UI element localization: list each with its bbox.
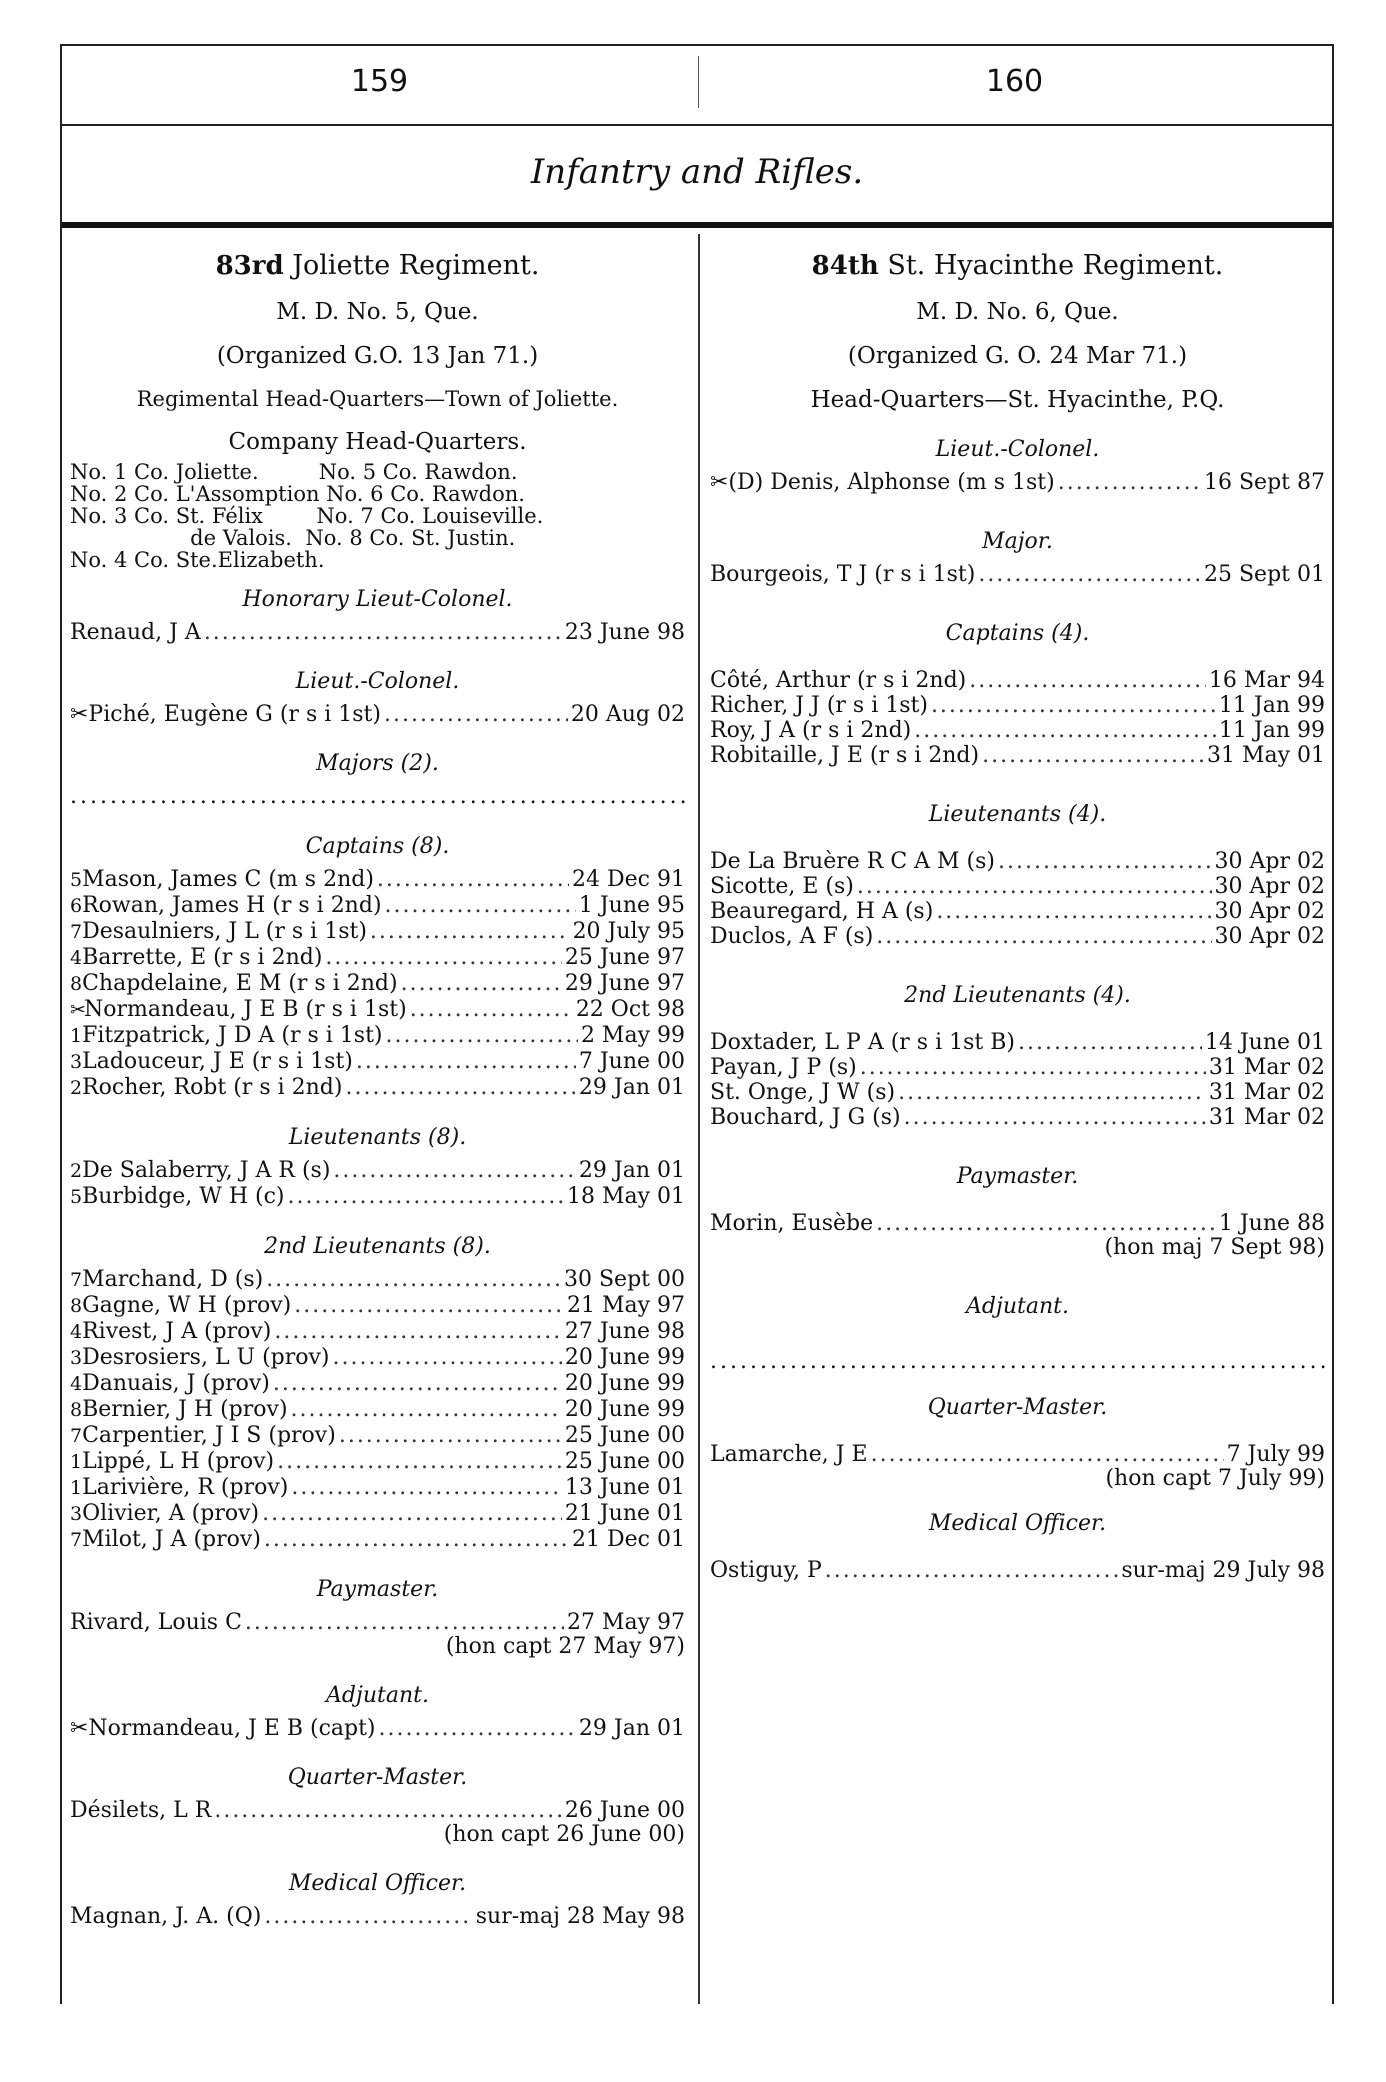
list-item — [710, 924, 1325, 949]
leader-dots — [898, 1080, 1206, 1105]
entry-date: 30 Apr 02 — [1214, 874, 1325, 899]
company-number: 7 — [70, 1425, 83, 1447]
entry-name: Bernier, J H (prov) — [82, 1397, 288, 1422]
list-item — [70, 1049, 685, 1075]
list-item — [70, 1798, 685, 1823]
entry-date: 30 Apr 02 — [1214, 899, 1325, 924]
list-item — [710, 668, 1325, 693]
leader-dots — [274, 1319, 561, 1344]
leader-dots — [825, 1558, 1119, 1583]
entry-date: 14 June 01 — [1204, 1030, 1325, 1055]
entry-date: 23 June 98 — [564, 620, 685, 645]
entry-date: 25 June 00 — [564, 1423, 685, 1448]
entry-name: Lamarche, J E — [710, 1442, 868, 1467]
entry-date: 25 June 97 — [564, 945, 685, 970]
entry-name: De Salaberry, J A R (s) — [82, 1158, 331, 1183]
company-number: 8 — [70, 973, 83, 995]
company-hq-title: Company Head-Quarters. — [228, 429, 527, 455]
organized-note: (Organized G.O. 13 Jan 71.) — [216, 343, 539, 369]
lieutenants-title: Lieutenants (4). — [928, 802, 1107, 827]
list-item — [70, 867, 685, 893]
leader-dots — [339, 1423, 562, 1448]
entry-name: Mason, James C (m s 2nd) — [82, 867, 374, 892]
entry-date: 13 June 01 — [564, 1475, 685, 1500]
list-item — [710, 1055, 1325, 1080]
company-number: 7 — [70, 921, 83, 943]
entry-date: 25 Sept 01 — [1204, 562, 1325, 587]
headquarters: Regimental Head-Quarters—Town of Joliette. — [136, 387, 619, 411]
honorary-note: (hon capt 27 May 97) — [445, 1634, 685, 1659]
majors-title: Majors (2). — [316, 751, 439, 776]
leader-dots — [860, 1055, 1206, 1080]
entry-date: sur-maj 29 July 98 — [1121, 1558, 1325, 1583]
company-number: 3 — [70, 1347, 83, 1369]
list-item — [70, 1371, 685, 1397]
entry-name: Lippé, L H (prov) — [82, 1449, 275, 1474]
entry-name: Richer, J J (r s i 1st) — [710, 693, 928, 718]
paymaster-title: Paymaster. — [316, 1577, 439, 1602]
leader-dots — [1018, 1030, 1202, 1055]
entry-date: 11 Jan 99 — [1218, 718, 1325, 743]
entry-name: Ostiguy, P — [710, 1558, 822, 1583]
leader-dots — [294, 1293, 564, 1318]
leader-dots — [264, 1527, 569, 1552]
entry-date: 26 June 00 — [564, 1798, 685, 1823]
lc-title: Lieut.-Colonel. — [295, 669, 460, 694]
entry-name: Rowan, James H (r s i 2nd) — [82, 893, 382, 918]
entry-date: 21 May 97 — [566, 1293, 685, 1318]
entry-name: Roy, J A (r s i 2nd) — [710, 718, 912, 743]
headquarters: Head-Quarters—St. Hyacinthe, P.Q. — [810, 387, 1225, 413]
list-item — [710, 693, 1325, 718]
list-item — [70, 1345, 685, 1371]
entry-date: 25 June 00 — [564, 1449, 685, 1474]
entry-name: Fitzpatrick, J D A (r s i 1st) — [82, 1023, 383, 1048]
company-number: 8 — [70, 1399, 83, 1421]
company-number: 1 — [70, 1025, 83, 1047]
leader-dots — [876, 1211, 1216, 1236]
leader-dots — [291, 1397, 562, 1422]
vacant-line — [710, 1349, 1325, 1375]
entry-name: Renaud, J A — [70, 620, 201, 645]
page-number-left: 159 — [350, 64, 409, 99]
honorary-note: (hon capt 7 July 99) — [1105, 1466, 1325, 1491]
entry-name: ✂Piché, Eugène G (r s i 1st) — [70, 702, 381, 727]
list-item — [70, 1501, 685, 1527]
company-number: 3 — [70, 1051, 83, 1073]
leader-dots — [204, 620, 562, 645]
entry-date: 22 Oct 98 — [575, 997, 685, 1022]
adjutant-title: Adjutant. — [966, 1294, 1069, 1319]
leader-dots — [936, 899, 1211, 924]
entry-name: Doxtader, L P A (r s i 1st B) — [710, 1030, 1015, 1055]
leader-dots — [356, 1049, 576, 1074]
list-item — [710, 743, 1325, 768]
entry-name: Carpentier, J I S (prov) — [82, 1423, 336, 1448]
list-item — [70, 1184, 685, 1210]
leader-dots — [291, 1475, 561, 1500]
medical-officer-title: Medical Officer. — [928, 1511, 1107, 1536]
leader-dots — [410, 997, 573, 1022]
list-item — [710, 899, 1325, 924]
entry-date: 29 Jan 01 — [578, 1075, 685, 1100]
entry-name: Chapdelaine, E M (r s i 2nd) — [82, 971, 398, 996]
regiment-title — [710, 250, 1325, 281]
entry-date: 7 July 99 — [1226, 1442, 1325, 1467]
company-number: 2 — [70, 1077, 83, 1099]
leader-dots — [264, 1904, 472, 1929]
company-hq-line: No. 3 Co. St. Félix No. 7 Co. Louiseville. — [70, 504, 544, 528]
entry-date: 30 Apr 02 — [1214, 849, 1325, 874]
entry-name: Bouchard, J G (s) — [710, 1105, 901, 1130]
leader-dots — [998, 849, 1212, 874]
paymaster-title: Paymaster. — [956, 1164, 1079, 1189]
leader-dots — [857, 874, 1212, 899]
entry-name: Desaulniers, J L (r s i 1st) — [82, 919, 367, 944]
leader-dots — [277, 1449, 562, 1474]
leader-dots — [1058, 470, 1201, 495]
company-number: 5 — [70, 1186, 83, 1208]
list-item — [70, 1319, 685, 1345]
second-lieutenants-title: 2nd Lieutenants (4). — [904, 983, 1131, 1008]
entry-name: Magnan, J. A. (Q) — [70, 1904, 262, 1929]
entry-date: 7 June 00 — [578, 1049, 685, 1074]
leader-dots — [333, 1158, 575, 1183]
company-number: 7 — [70, 1269, 83, 1291]
company-number: 1 — [70, 1477, 83, 1499]
list-item — [710, 1442, 1325, 1467]
leader-dots — [266, 1267, 561, 1292]
entry-date: 20 June 99 — [564, 1345, 685, 1370]
leader-dots — [273, 1371, 562, 1396]
entry-date: 31 May 01 — [1206, 743, 1325, 768]
entry-name: Marchand, D (s) — [82, 1267, 264, 1292]
quartermaster-title: Quarter-Master. — [287, 1765, 468, 1790]
leader-dots — [377, 867, 569, 892]
list-item — [710, 874, 1325, 899]
list-item — [710, 1030, 1325, 1055]
leader-dots — [288, 1184, 564, 1209]
right-column — [710, 240, 1325, 1583]
leader-dots — [982, 743, 1204, 768]
entry-name: Robitaille, J E (r s i 2nd) — [710, 743, 980, 768]
entry-name: Duclos, A F (s) — [710, 924, 874, 949]
leader-dots — [333, 1345, 562, 1370]
leader-dots — [245, 1610, 564, 1635]
column-divider — [698, 234, 700, 2004]
entry-date: 29 Jan 01 — [578, 1716, 685, 1741]
list-item — [70, 1423, 685, 1449]
entry-date: 20 July 95 — [572, 919, 685, 944]
entry-date: 11 Jan 99 — [1218, 693, 1325, 718]
leader-dots — [969, 668, 1206, 693]
left-column — [70, 240, 685, 1929]
lieutenants-list — [70, 1158, 685, 1210]
military-district: M. D. No. 5, Que. — [276, 299, 479, 325]
entry-date: 30 Sept 00 — [564, 1267, 685, 1292]
entry-date: 24 Dec 91 — [572, 867, 685, 892]
entry-date: 18 May 01 — [566, 1184, 685, 1209]
entry-date: 31 Mar 02 — [1208, 1080, 1325, 1105]
leader-dots — [384, 702, 568, 727]
leader-dots — [401, 971, 562, 996]
leader-dots — [345, 1075, 575, 1100]
regiment-title — [70, 250, 685, 281]
list-item — [710, 1080, 1325, 1105]
entry-name: Désilets, L R — [70, 1798, 212, 1823]
leader-dots — [214, 1798, 562, 1823]
company-number: 3 — [70, 1503, 83, 1525]
captains-list — [70, 867, 685, 1101]
page-number-right: 160 — [985, 64, 1044, 99]
entry-name: ✂(D) Denis, Alphonse (m s 1st) — [710, 470, 1055, 495]
entry-name: Olivier, A (prov) — [82, 1501, 260, 1526]
entry-name: Sicotte, E (s) — [710, 874, 854, 899]
company-hq-line: No. 4 Co. Ste.Elizabeth. — [70, 548, 325, 572]
heavy-rule — [62, 222, 1332, 228]
entry-date: sur-maj 28 May 98 — [475, 1904, 685, 1929]
leader-dots — [931, 693, 1216, 718]
company-number: 6 — [70, 895, 83, 917]
list-item — [710, 562, 1325, 587]
quartermaster-title: Quarter-Master. — [927, 1395, 1108, 1420]
entry-date: 31 Mar 02 — [1208, 1105, 1325, 1130]
entry-date: 1 June 95 — [578, 893, 685, 918]
entry-date: 27 May 97 — [566, 1610, 685, 1635]
list-item — [70, 1397, 685, 1423]
military-district: M. D. No. 6, Que. — [916, 299, 1119, 325]
list-item — [70, 1904, 685, 1929]
honorary-note: (hon capt 26 June 00) — [443, 1822, 685, 1847]
second-lieutenants-list — [70, 1267, 685, 1553]
entry-name: Bourgeois, T J (r s i 1st) — [710, 562, 976, 587]
entry-date: 20 Aug 02 — [570, 702, 685, 727]
leader-dots — [379, 1716, 576, 1741]
list-item — [70, 1075, 685, 1101]
list-item — [70, 1023, 685, 1049]
company-hq-line: de Valois. No. 8 Co. St. Justin. — [70, 526, 516, 550]
list-item — [710, 718, 1325, 743]
major-title: Major. — [982, 529, 1053, 554]
list-item — [70, 893, 685, 919]
entry-date: 1 June 88 — [1218, 1211, 1325, 1236]
entry-date: 2 May 99 — [580, 1023, 685, 1048]
section-title: Infantry and Rifles. — [530, 152, 864, 192]
list-item — [70, 702, 685, 727]
entry-name: Burbidge, W H (c) — [82, 1184, 285, 1209]
captains-list — [710, 668, 1325, 768]
company-hq-line: No. 1 Co. Joliette. No. 5 Co. Rawdon. — [70, 460, 518, 484]
list-item — [70, 997, 685, 1023]
entry-date: 20 June 99 — [564, 1397, 685, 1422]
leader-dots — [325, 945, 561, 970]
entry-name: Barrette, E (r s i 2nd) — [82, 945, 323, 970]
list-item — [70, 1158, 685, 1184]
list-item — [70, 1267, 685, 1293]
company-number: 1 — [70, 1451, 83, 1473]
entry-date: 21 June 01 — [564, 1501, 685, 1526]
entry-name: De La Bruère R C A M (s) — [710, 849, 996, 874]
entry-date: 27 June 98 — [564, 1319, 685, 1344]
company-number: 8 — [70, 1295, 83, 1317]
company-number: 4 — [70, 1373, 83, 1395]
regiment-number: 83rd — [215, 251, 284, 281]
regiment-number: 84th — [811, 251, 879, 281]
company-hq-line: No. 2 Co. L'Assomption No. 6 Co. Rawdon. — [70, 482, 525, 506]
list-item — [70, 919, 685, 945]
captains-title: Captains (8). — [305, 834, 450, 859]
entry-date: 21 Dec 01 — [572, 1527, 685, 1552]
hon-lc-title: Honorary Lieut-Colonel. — [242, 587, 513, 612]
list-item — [70, 1610, 685, 1635]
leader-dots — [914, 718, 1216, 743]
entry-date: 16 Mar 94 — [1208, 668, 1325, 693]
regiment-name: St. Hyacinthe Regiment. — [887, 250, 1224, 281]
leader-dots — [876, 924, 1211, 949]
list-item — [710, 849, 1325, 874]
entry-date: 29 June 97 — [564, 971, 685, 996]
list-item — [70, 1716, 685, 1741]
list-item — [70, 945, 685, 971]
list-item — [70, 971, 685, 997]
medical-officer-title: Medical Officer. — [288, 1871, 467, 1896]
entry-name: Ladouceur, J E (r s i 1st) — [82, 1049, 353, 1074]
organized-note: (Organized G. O. 24 Mar 71.) — [847, 343, 1188, 369]
page-number-bar — [62, 44, 1332, 126]
list-item — [70, 620, 685, 645]
entry-date: 31 Mar 02 — [1208, 1055, 1325, 1080]
list-item — [710, 1211, 1325, 1236]
list-item — [710, 1105, 1325, 1130]
entry-name: Danuais, J (prov) — [82, 1371, 270, 1396]
captains-title: Captains (4). — [945, 621, 1090, 646]
entry-name: Côté, Arthur (r s i 2nd) — [710, 668, 967, 693]
entry-date: 16 Sept 87 — [1204, 470, 1325, 495]
entry-name: Milot, J A (prov) — [82, 1527, 261, 1552]
company-number: 2 — [70, 1160, 83, 1182]
list-item — [70, 1293, 685, 1319]
leader-dots — [871, 1442, 1224, 1467]
entry-name: St. Onge, J W (s) — [710, 1080, 896, 1105]
list-item — [70, 1449, 685, 1475]
company-number: 4 — [70, 1321, 83, 1343]
leader-dots — [370, 919, 570, 944]
entry-name: Rivard, Louis C — [70, 1610, 242, 1635]
lieutenants-list — [710, 849, 1325, 949]
entry-name: Larivière, R (prov) — [82, 1475, 289, 1500]
lc-title: Lieut.-Colonel. — [935, 437, 1100, 462]
entry-date: 29 Jan 01 — [578, 1158, 685, 1183]
leader-dots — [978, 562, 1201, 587]
entry-name: Gagne, W H (prov) — [82, 1293, 292, 1318]
entry-date: 30 Apr 02 — [1214, 924, 1325, 949]
entry-name: Rocher, Robt (r s i 2nd) — [82, 1075, 343, 1100]
entry-name: Beauregard, H A (s) — [710, 899, 934, 924]
vacant-line — [70, 784, 685, 810]
entry-date: 20 June 99 — [564, 1371, 685, 1396]
second-lieutenants-title: 2nd Lieutenants (8). — [264, 1234, 491, 1259]
leader-dots — [262, 1501, 562, 1526]
company-number: ✂ — [70, 999, 86, 1021]
entry-name: ✂Normandeau, J E B (capt) — [70, 1716, 376, 1741]
entry-name: Desrosiers, L U (prov) — [82, 1345, 330, 1370]
honorary-note: (hon maj 7 Sept 98) — [1104, 1235, 1325, 1260]
entry-name: Payan, J P (s) — [710, 1055, 857, 1080]
second-lieutenants-list — [710, 1030, 1325, 1130]
company-hq-list — [70, 461, 685, 571]
book-page — [60, 44, 1334, 2004]
company-number: 5 — [70, 869, 83, 891]
list-item — [710, 470, 1325, 495]
leader-dots — [904, 1105, 1206, 1130]
regiment-name: Joliette Regiment. — [292, 250, 540, 281]
lieutenants-title: Lieutenants (8). — [288, 1125, 467, 1150]
adjutant-title: Adjutant. — [326, 1683, 429, 1708]
list-item — [70, 1475, 685, 1501]
leader-dots — [385, 893, 576, 918]
entry-name: Morin, Eusèbe — [710, 1211, 874, 1236]
company-number: 4 — [70, 947, 83, 969]
list-item — [70, 1527, 685, 1553]
entry-name: Normandeau, J E B (r s i 1st) — [84, 997, 407, 1022]
leader-dots — [386, 1023, 578, 1048]
entry-name: Rivest, J A (prov) — [82, 1319, 272, 1344]
company-number: 7 — [70, 1529, 83, 1551]
list-item — [710, 1558, 1325, 1583]
